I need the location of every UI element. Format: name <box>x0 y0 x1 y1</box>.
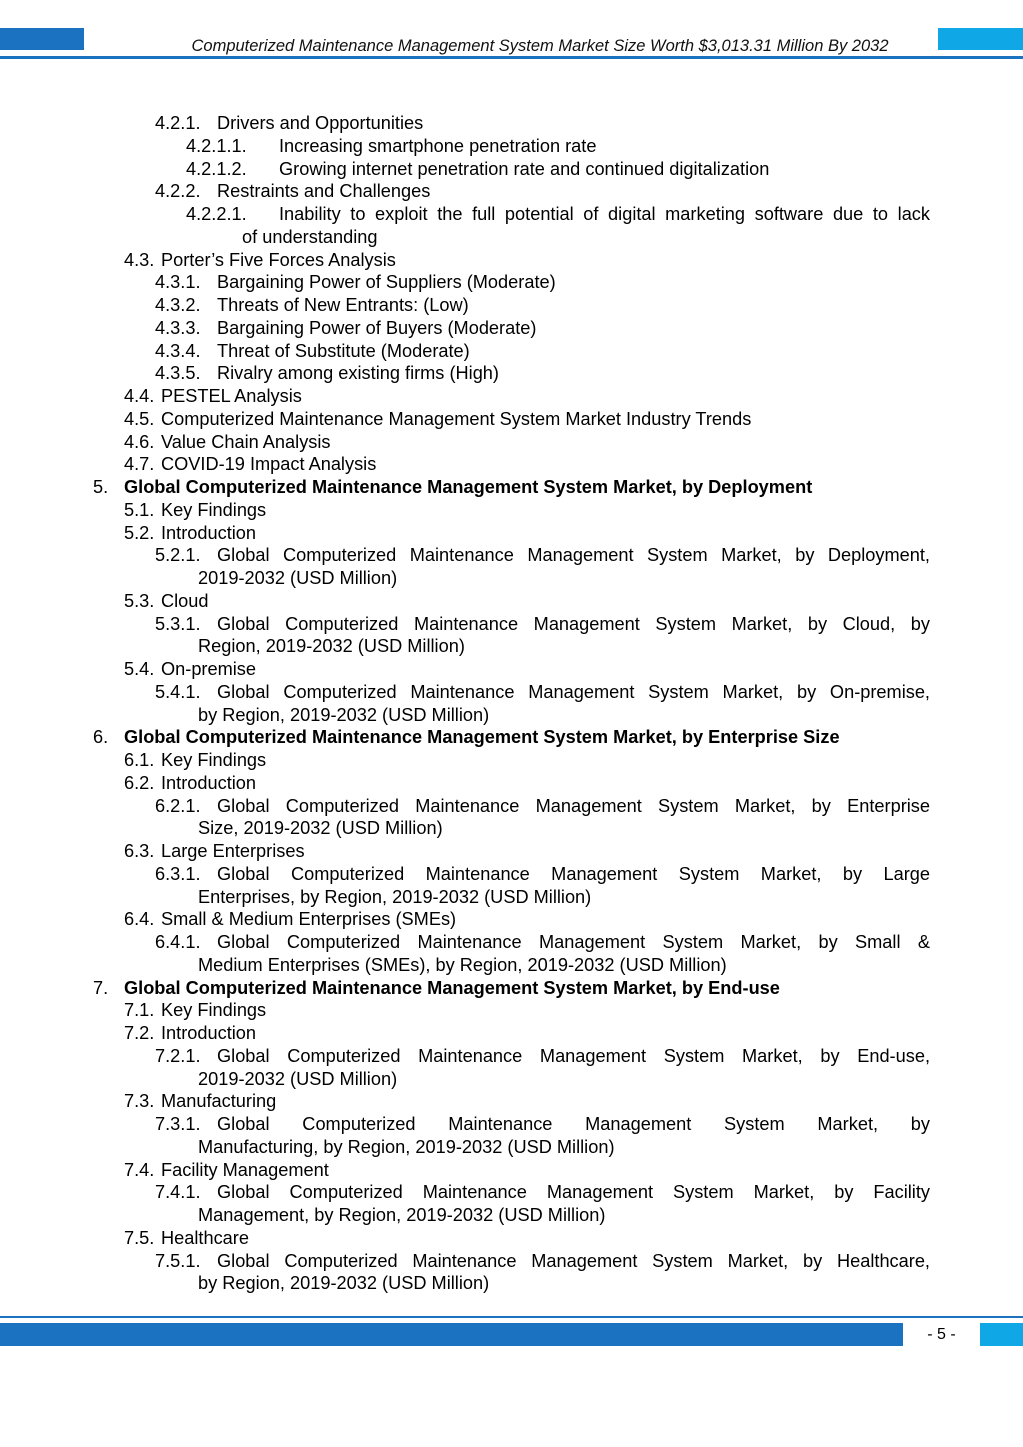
toc-text: Global Computerized Maintenance Management System Market, by Enterprise <box>217 795 930 816</box>
toc-entry <box>0 1181 1023 1204</box>
toc-entry <box>0 795 1023 818</box>
toc-number: 7.4.1. <box>155 1182 201 1203</box>
toc-entry <box>0 658 1023 681</box>
toc-text: Manufacturing <box>161 1091 277 1112</box>
toc-number: 5.2.1. <box>155 545 201 566</box>
toc-text: Global Computerized Maintenance Management System Market, by Facility <box>217 1182 930 1203</box>
page-number: - 5 - <box>927 1326 956 1343</box>
toc-number: 4.3.4. <box>155 340 201 361</box>
toc-number: 4.2.1.2. <box>186 158 247 179</box>
toc-entry <box>0 203 1023 226</box>
toc-text: Increasing smartphone penetration rate <box>279 135 597 156</box>
toc-text: Enterprises, by Region, 2019-2032 (USD Million) <box>198 886 592 907</box>
toc-text: Facility Management <box>161 1159 329 1180</box>
toc-text: by Region, 2019-2032 (USD Million) <box>198 1273 490 1294</box>
toc-entry <box>0 931 1023 954</box>
toc-entry <box>0 1227 1023 1250</box>
toc-entry-continuation <box>0 567 1023 590</box>
toc-number: 7.4. <box>124 1159 155 1180</box>
toc-text: Global Computerized Maintenance Management System Market, by Healthcare, <box>217 1250 930 1271</box>
header-accent-left <box>0 28 84 50</box>
toc-text: On-premise <box>161 659 257 679</box>
toc-text: Cloud <box>161 590 209 611</box>
toc-text: Manufacturing, by Region, 2019-2032 (USD Million) <box>198 1136 615 1157</box>
header-accent-right <box>938 28 1023 50</box>
toc-number: 7.2. <box>124 1023 155 1043</box>
toc-number: 5.3.1. <box>155 613 201 634</box>
toc-entry-continuation <box>0 1136 1023 1159</box>
toc-text: Small & Medium Enterprises (SMEs) <box>161 909 457 930</box>
toc-text: Threat of Substitute (Moderate) <box>217 340 470 361</box>
footer-bar <box>0 1323 903 1346</box>
toc-text: of understanding <box>242 226 378 247</box>
toc-text: Global Computerized Maintenance Management System Market, by <box>217 1114 930 1134</box>
toc-text: Computerized Maintenance Management System Market Industry Trends <box>161 408 752 429</box>
toc-text: Key Findings <box>161 1000 267 1021</box>
toc-chapter <box>0 476 1023 499</box>
toc-chapter <box>0 726 1023 749</box>
toc-text: 2019-2032 (USD Million) <box>198 1068 398 1089</box>
footer-accent-right <box>980 1323 1023 1346</box>
toc-number: 5.4. <box>124 659 155 679</box>
toc-text: by Region, 2019-2032 (USD Million) <box>198 704 490 725</box>
toc-number: 4.3.5. <box>155 363 201 384</box>
toc-entry <box>0 590 1023 613</box>
toc-text: Introduction <box>161 772 257 793</box>
toc-text: PESTEL Analysis <box>161 386 302 406</box>
toc-number: 4.3.1. <box>155 272 201 293</box>
toc-entry <box>0 317 1023 340</box>
toc-text: Drivers and Opportunities <box>217 113 424 133</box>
toc-text: 2019-2032 (USD Million) <box>198 568 398 588</box>
toc-number: 6.2. <box>124 772 155 793</box>
toc-number: 4.7. <box>124 454 155 475</box>
toc-entry <box>0 681 1023 704</box>
toc-entry-continuation <box>0 886 1023 909</box>
toc-text: Threats of New Entrants: (Low) <box>217 295 469 315</box>
toc-number: 5. <box>93 477 109 497</box>
toc-text: Global Computerized Maintenance Management System Market, by Small & <box>217 932 930 952</box>
toc-entry <box>0 613 1023 636</box>
toc-text: Rivalry among existing firms (High) <box>217 363 499 384</box>
toc-entry <box>0 749 1023 772</box>
toc-entry <box>0 340 1023 363</box>
toc-entry <box>0 544 1023 567</box>
toc-number: 4.2.2. <box>155 181 201 202</box>
toc-chapter-title: Global Computerized Maintenance Management System Market, by End-use <box>124 977 780 998</box>
toc-number: 4.5. <box>124 408 155 429</box>
toc-number: 5.4.1. <box>155 681 201 702</box>
toc-entry <box>0 1250 1023 1273</box>
toc-chapter <box>0 977 1023 1000</box>
toc-number: 6.4.1. <box>155 932 201 952</box>
toc-entry <box>0 431 1023 454</box>
toc-number: 6. <box>93 727 109 748</box>
toc-entry-continuation <box>0 1204 1023 1227</box>
toc-number: 4.2.1. <box>155 113 201 133</box>
toc-number: 7.5. <box>124 1227 155 1248</box>
toc-number: 4.3.2. <box>155 295 201 315</box>
toc-text: Restraints and Challenges <box>217 181 431 202</box>
toc-chapter-title: Global Computerized Maintenance Management System Market, by Deployment <box>124 477 813 497</box>
toc-text: Large Enterprises <box>161 841 305 861</box>
header-rule <box>0 56 1023 59</box>
toc-text: Inability to exploit the full potential of digital marketing software due to lack <box>279 204 930 224</box>
toc-number: 4.2.1.1. <box>186 135 247 156</box>
toc-entry <box>0 1045 1023 1068</box>
toc-entry <box>0 840 1023 863</box>
toc-chapter-title: Global Computerized Maintenance Management System Market, by Enterprise Size <box>124 727 840 748</box>
toc-entry <box>0 1113 1023 1136</box>
toc-number: 6.3.1. <box>155 863 201 884</box>
table-of-contents <box>0 112 1023 1295</box>
toc-number: 4.2.2.1. <box>186 204 247 224</box>
toc-entry-continuation <box>0 1272 1023 1295</box>
toc-entry <box>0 999 1023 1022</box>
toc-entry <box>0 385 1023 408</box>
toc-number: 6.4. <box>124 909 155 930</box>
toc-text: Key Findings <box>161 750 267 770</box>
toc-entry <box>0 499 1023 522</box>
toc-number: 6.2.1. <box>155 795 201 816</box>
toc-text: Value Chain Analysis <box>161 431 331 452</box>
toc-entry <box>0 408 1023 431</box>
toc-text: Global Computerized Maintenance Management System Market, by Large <box>217 863 930 884</box>
toc-text: Size, 2019-2032 (USD Million) <box>198 818 443 839</box>
toc-number: 5.2. <box>124 522 155 543</box>
toc-entry <box>0 158 1023 181</box>
toc-number: 7. <box>93 977 109 998</box>
toc-text: Growing internet penetration rate and continued digitalization <box>279 158 770 179</box>
toc-text: Porter’s Five Forces Analysis <box>161 249 396 270</box>
toc-number: 7.3.1. <box>155 1114 201 1134</box>
toc-entry <box>0 1159 1023 1182</box>
footer-rule <box>0 1316 1023 1318</box>
toc-text: Key Findings <box>161 499 267 520</box>
toc-text: Global Computerized Maintenance Management System Market, by Cloud, by <box>217 613 930 634</box>
toc-number: 6.1. <box>124 750 155 770</box>
toc-text: Medium Enterprises (SMEs), by Region, 2019-2032 (USD Million) <box>198 954 727 975</box>
toc-entry <box>0 249 1023 272</box>
toc-entry-continuation <box>0 226 1023 249</box>
toc-entry-continuation <box>0 635 1023 658</box>
toc-text: Bargaining Power of Buyers (Moderate) <box>217 317 537 338</box>
toc-number: 7.3. <box>124 1091 155 1112</box>
toc-entry <box>0 908 1023 931</box>
toc-text: Bargaining Power of Suppliers (Moderate) <box>217 272 556 293</box>
toc-entry <box>0 135 1023 158</box>
toc-text: Global Computerized Maintenance Management System Market, by End-use, <box>217 1045 930 1066</box>
toc-text: Region, 2019-2032 (USD Million) <box>198 636 465 657</box>
toc-number: 4.3. <box>124 249 155 270</box>
toc-entry-continuation <box>0 817 1023 840</box>
toc-text: Introduction <box>161 522 257 543</box>
toc-number: 4.3.3. <box>155 317 201 338</box>
toc-entry <box>0 1090 1023 1113</box>
toc-entry <box>0 112 1023 135</box>
toc-entry <box>0 772 1023 795</box>
toc-entry-continuation <box>0 1068 1023 1091</box>
toc-entry <box>0 180 1023 203</box>
toc-entry <box>0 1022 1023 1045</box>
header-title: Computerized Maintenance Management System Market Size Worth $3,013.31 Million By 2032 <box>191 37 889 55</box>
toc-number: 5.3. <box>124 590 155 611</box>
toc-entry-continuation <box>0 704 1023 727</box>
toc-text: Healthcare <box>161 1227 249 1248</box>
toc-entry-continuation <box>0 954 1023 977</box>
toc-text: COVID-19 Impact Analysis <box>161 454 377 475</box>
toc-number: 6.3. <box>124 841 155 861</box>
toc-text: Global Computerized Maintenance Management System Market, by Deployment, <box>217 545 930 566</box>
toc-number: 5.1. <box>124 499 155 520</box>
toc-entry <box>0 362 1023 385</box>
toc-entry <box>0 863 1023 886</box>
toc-entry <box>0 453 1023 476</box>
toc-number: 7.2.1. <box>155 1045 201 1066</box>
toc-entry <box>0 522 1023 545</box>
toc-entry <box>0 294 1023 317</box>
toc-number: 4.4. <box>124 386 155 406</box>
toc-number: 7.5.1. <box>155 1250 201 1271</box>
toc-number: 7.1. <box>124 1000 155 1021</box>
toc-text: Management, by Region, 2019-2032 (USD Million) <box>198 1205 606 1225</box>
toc-entry <box>0 271 1023 294</box>
toc-text: Introduction <box>161 1023 257 1043</box>
toc-number: 4.6. <box>124 431 155 452</box>
toc-text: Global Computerized Maintenance Management System Market, by On-premise, <box>217 681 930 702</box>
